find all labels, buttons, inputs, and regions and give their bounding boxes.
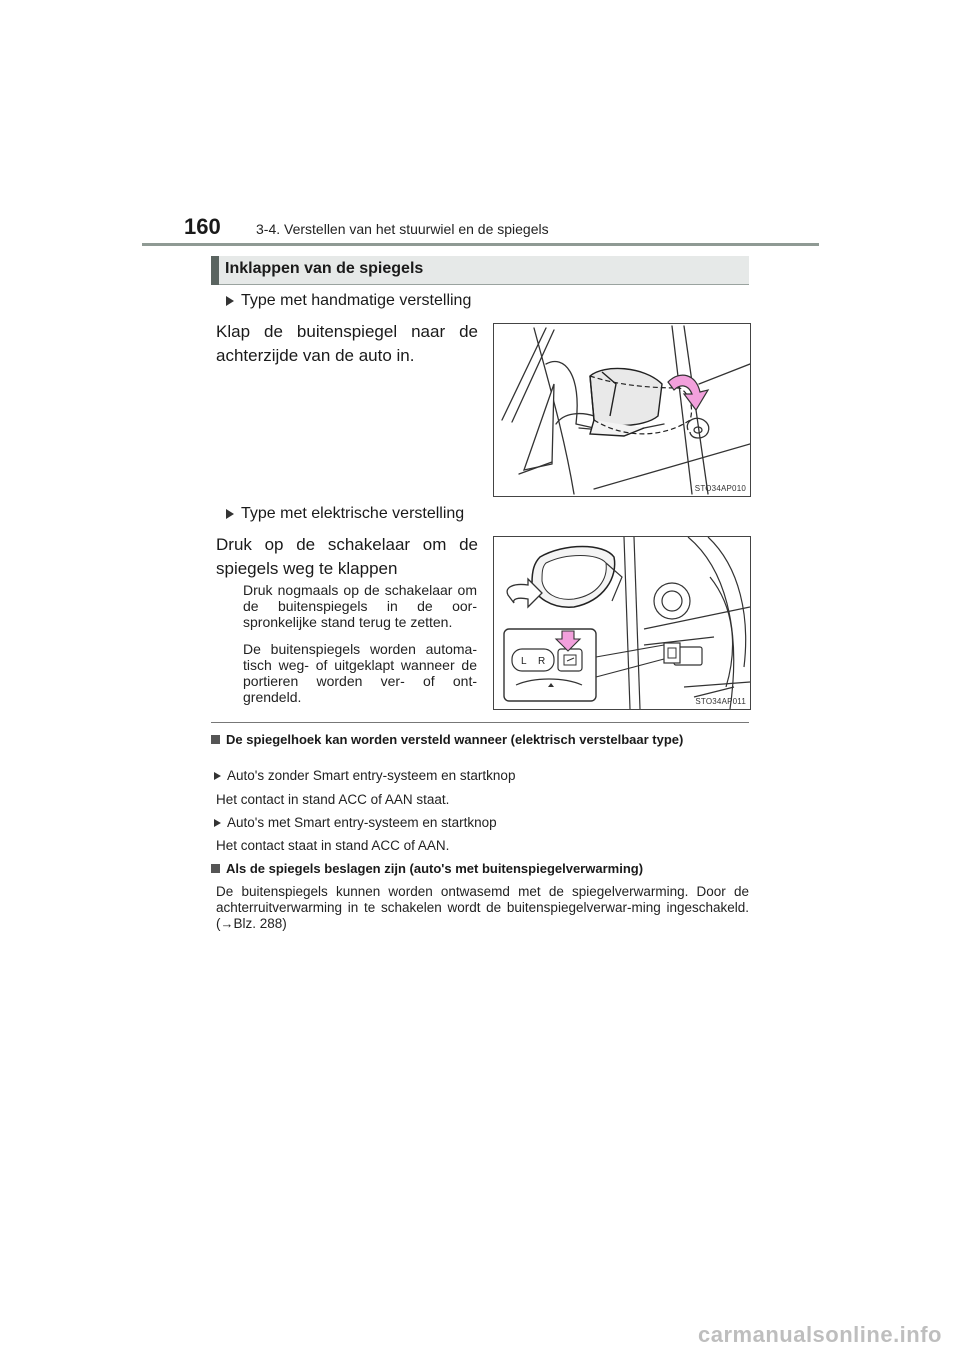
switch-right-label: R [538, 656, 546, 667]
square-bullet-icon [211, 864, 220, 873]
title-accent [211, 256, 219, 285]
figure-code: STO34AP011 [695, 697, 746, 706]
electric-note-auto: De buitenspiegels worden automa-tisch weg- of uitgeklapt wanneer de portieren worden ver- of ont-grendeld. [243, 641, 477, 705]
electric-mirror-figure [493, 536, 751, 710]
electric-mirror-illustration [494, 537, 750, 709]
section-header: 3-4. Verstellen van het stuurwiel en de spiegels [256, 221, 549, 237]
page-number: 160 [184, 214, 221, 239]
info-text-without-smart-entry: Het contact in stand ACC of AAN staat. [216, 792, 450, 807]
electric-instruction: Druk op de schakelaar om de spiegels weg te klappen [216, 535, 478, 578]
figure-code: STO34AP010 [694, 484, 746, 493]
info-heading-adjust: De spiegelhoek kan worden versteld wanneer (elektrisch verstelbaar type) [211, 732, 749, 748]
info-sub-with-smart-entry: Auto's met Smart entry-systeem en startknop [214, 815, 497, 830]
section-title-bar [211, 256, 749, 285]
electric-note-restore: Druk nogmaals op de schakelaar om de buitenspiegels in de oor-spronkelijke stand terug te zetten. [243, 582, 477, 630]
manual-mirror-figure [493, 323, 751, 497]
triangle-bullet-icon [226, 509, 234, 519]
square-bullet-icon [211, 735, 220, 744]
triangle-bullet-icon [214, 772, 221, 780]
info-text-fogged: De buitenspiegels kunnen worden ontwasemd met de spiegelverwarming. Door de achterruitverwarming in te schakelen wordt de buitenspiegelverwar-ming ingeschakeld. (→Blz. 288) [216, 884, 749, 931]
electric-type-bullet [226, 505, 464, 523]
manual-instruction: Klap de buitenspiegel naar de achterzijde van de auto in. [216, 322, 478, 365]
triangle-bullet-icon [226, 296, 234, 306]
header-rule [142, 243, 819, 246]
info-heading-fogged: Als de spiegels beslagen zijn (auto's met buitenspiegelverwarming) [211, 861, 749, 877]
manual-type-bullet [226, 292, 471, 310]
info-text-with-smart-entry: Het contact staat in stand ACC of AAN. [216, 838, 450, 853]
info-sub-without-smart-entry: Auto's zonder Smart entry-systeem en startknop [214, 768, 515, 783]
triangle-bullet-icon [214, 819, 221, 827]
arrow-right-icon: → [220, 916, 234, 931]
info-divider [211, 722, 749, 723]
section-title: Inklappen van de spiegels [225, 260, 424, 277]
page-reference-link[interactable]: Blz. 288 [233, 916, 283, 931]
electric-type-label: Type met elektrische verstelling [241, 505, 465, 522]
fold-direction-arrow-icon [668, 375, 708, 410]
watermark: carmanualsonline.info [698, 1322, 942, 1347]
manual-mirror-illustration [494, 324, 750, 496]
switch-left-label: L [521, 656, 527, 667]
manual-type-label: Type met handmatige verstelling [241, 292, 472, 309]
